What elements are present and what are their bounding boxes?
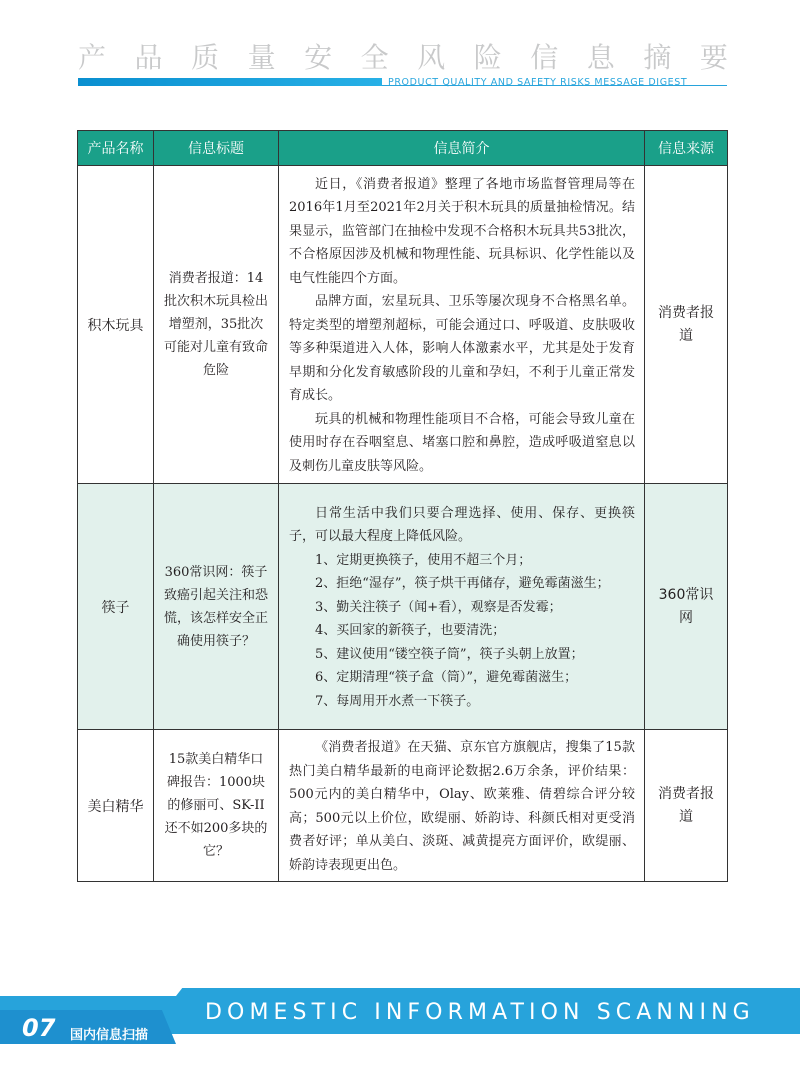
product-name: 美白精华	[78, 730, 154, 882]
col-header-title: 信息标题	[154, 131, 279, 166]
table-header-row	[78, 131, 728, 166]
summary-paragraph: 近日，《消费者报道》整理了各地市场监督管理局等在2016年1月至2021年2月关于积木玩具的质量抽检情况。结果显示，监管部门在抽检中发现不合格积木玩具共53批次，不合格原因涉及机械和物理性能、玩具标识、化学性能以及电气性能四个方面。	[289, 176, 635, 286]
header-char: 要	[699, 41, 728, 74]
summary-paragraph: 品牌方面，宏星玩具、卫乐等屡次现身不合格黑名单。特定类型的增塑剂超标，可能会通过口、呼吸道、皮肤吸收等多种渠道进入人体，影响人体激素水平，尤其是处于发育早期和分化发育敏感阶段的儿童和孕妇，不利于儿童正常发育成长。	[289, 294, 635, 404]
header-char: 全	[360, 41, 389, 74]
header-char: 信	[530, 41, 559, 74]
header-char: 产	[78, 41, 107, 74]
info-title: 360常识网：筷子致癌引起关注和恐慌，该怎样安全正确使用筷子？	[154, 484, 279, 730]
info-summary	[279, 166, 645, 484]
header-char: 摘	[643, 41, 672, 74]
summary-list-item: 4、买回家的新筷子，也要清洗；	[315, 623, 506, 639]
header-char: 质	[191, 41, 220, 74]
col-header-summary: 信息简介	[279, 131, 645, 166]
header-char: 风	[417, 41, 446, 74]
col-header-source: 信息来源	[645, 131, 728, 166]
info-summary	[279, 484, 645, 730]
product-name: 筷子	[78, 484, 154, 730]
info-source: 消费者报道	[645, 730, 728, 882]
col-header-product: 产品名称	[78, 131, 154, 166]
info-title: 消费者报道：14批次积木玩具检出增塑剂，35批次可能对儿童有致命危险	[154, 166, 279, 484]
table-row	[78, 730, 728, 882]
info-summary	[279, 730, 645, 882]
summary-list-item: 3、勤关注筷子（闻+看），观察是否发霉；	[315, 599, 562, 615]
info-title: 15款美白精华口碑报告：1000块的修丽可、SK-II还不如200多块的它？	[154, 730, 279, 882]
summary-paragraph: 日常生活中我们只要合理选择、使用、保存、更换筷子，可以最大程度上降低风险。	[289, 505, 635, 545]
header-char: 息	[586, 41, 615, 74]
table-row	[78, 484, 728, 730]
info-source: 360常识网	[645, 484, 728, 730]
page-number: 07	[22, 1014, 56, 1042]
product-name: 积木玩具	[78, 166, 154, 484]
summary-list-item: 7、每周用开水煮一下筷子。	[315, 693, 480, 709]
header-char: 险	[473, 41, 502, 74]
summary-list-item: 5、建议使用“镂空筷子筒”，筷子头朝上放置；	[315, 646, 584, 662]
header-char: 量	[247, 41, 276, 74]
footer-section-english: DOMESTIC INFORMATION SCANNING	[205, 1000, 755, 1025]
summary-paragraph: 玩具的机械和物理性能项目不合格，可能会导致儿童在使用时存在吞咽窒息、堵塞口腔和鼻腔，造成呼吸道窒息以及刺伤儿童皮肤等风险。	[289, 411, 635, 474]
info-table	[77, 130, 728, 882]
table-row	[78, 166, 728, 484]
summary-paragraph: 《消费者报道》在天猫、京东官方旗舰店，搜集了15款热门美白精华最新的电商评论数据2.6万余条，评价结果：500元内的美白精华中，Olay、欧莱雅、倩碧综合评分较高；500元以上价位，欧缇丽、娇韵诗、科颜氏相对更受消费者好评；单从美白、淡斑、减黄提亮方面评价，欧缇丽、娇韵诗表现更出色。	[289, 740, 635, 873]
footer-section-chinese: 国内信息扫描	[70, 1028, 149, 1043]
header-accent-bar	[78, 78, 382, 86]
summary-list-item: 6、定期清理“筷子盒（筒）”，避免霉菌滋生；	[315, 670, 578, 686]
header-char: 品	[134, 41, 163, 74]
header-subtitle: PRODUCT QUALITY AND SAFETY RISKS MESSAGE DIGEST	[388, 77, 688, 88]
summary-list-item: 2、拒绝“湿存”，筷子烘干再储存，避免霉菌滋生；	[315, 576, 610, 592]
header-char: 安	[304, 41, 333, 74]
summary-list-item: 1、定期更换筷子，使用不超三个月；	[315, 552, 532, 568]
info-source: 消费者报道	[645, 166, 728, 484]
page-header-title	[78, 36, 728, 76]
